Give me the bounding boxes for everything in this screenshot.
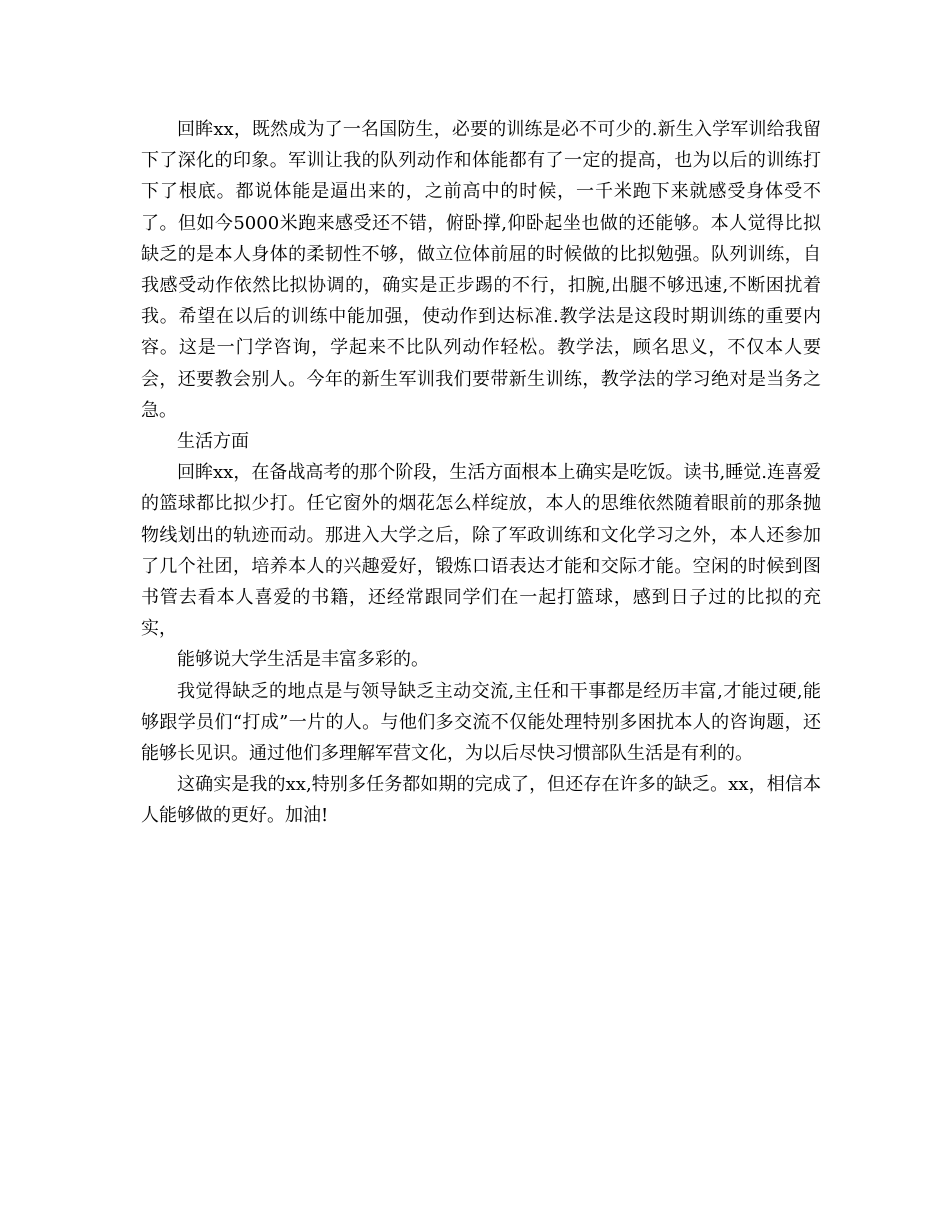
paragraph-conclusion: 这确实是我的xx,特别多任务都如期的完成了，但还存在许多的缺乏。xx，相信本人能够做的更好。加油!: [141, 774, 821, 827]
document-body: [141, 114, 821, 832]
paragraph-shortcomings: 我觉得缺乏的地点是与领导缺乏主动交流,主任和干事都是经历丰富,才能过硬,能够跟学员们“打成”一片的人。与他们多交流不仅能处理特别多困扰本人的咨询题，还能够长见识。通过他们多理解军营文化，为以后尽快习惯部队生活是有利的。: [141, 680, 821, 765]
paragraph-military-training: 回眸xx，既然成为了一名国防生，必要的训练是必不可少的.新生入学军训给我留下了深化的印象。军训让我的队列动作和体能都有了一定的提高，也为以后的训练打下了根底。都说体能是逼出来的，之前高中的时候，一千米跑下来就感受身体受不了。但如今5000米跑来感受还不错，俯卧撑,仰卧起坐也做的还能够。本人觉得比拟缺乏的是本人身体的柔韧性不够，做立位体前屈的时候做的比拟勉强。队列训练，自我感受动作依然比拟协调的，确实是正步踢的不行，扣腕,出腿不够迅速,不断困扰着我。希望在以后的训练中能加强，使动作到达标准.教学法是这段时期训练的重要内容。这是一门学咨询，学起来不比队列动作轻松。教学法，顾名思义，不仅本人要会，还要教会别人。今年的新生军训我们要带新生训练，教学法的学习绝对是当务之急。: [141, 119, 821, 421]
paragraph-life: 回眸xx，在备战高考的那个阶段，生活方面根本上确实是吃饭。读书,睡觉.连喜爱的篮球都比拟少打。任它窗外的烟花怎么样绽放，本人的思维依然随着眼前的那条抛物线划出的轨迹而动。那进入大学之后，除了军政训练和文化学习之外，本人还参加了几个社团，培养本人的兴趣爱好，锻炼口语表达才能和交际才能。空闲的时候到图书管去看本人喜爱的书籍，还经常跟同学们在一起打篮球，感到日子过的比拟的充实，: [141, 462, 821, 640]
paragraph-college-life: 能够说大学生活是丰富多彩的。: [177, 649, 429, 671]
section-heading-life: 生活方面: [177, 431, 249, 453]
